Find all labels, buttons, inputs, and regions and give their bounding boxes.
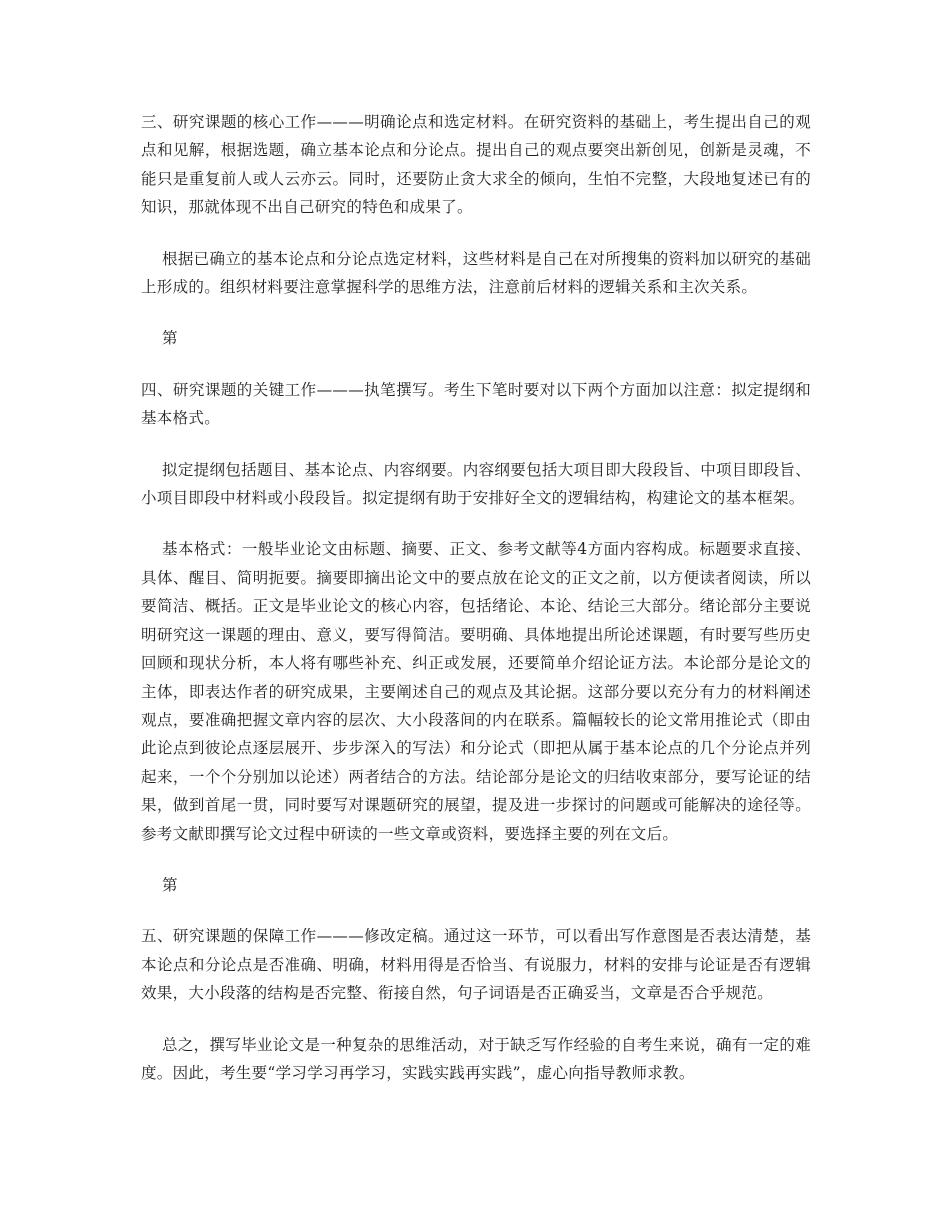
section-three-paragraph: 三、研究课题的核心工作———明确论点和选定材料。在研究资料的基础上，考生提出自己的观点和见解，根据选题，确立基本论点和分论点。提出自己的观点要突出新创见，创新是灵魂，不能只是重复前人或人云亦云。同时，还要防止贪大求全的倾向，生怕不完整，大段地复述已有的知识，那就体现不出自己研究的特色和成果了。 [141,113,811,217]
section-four-paragraph: 四、研究课题的关键工作———执笔撰写。考生下笔时要对以下两个方面加以注意：拟定提纲和基本格式。 [141,380,811,428]
conclusion-paragraph: 总之，撰写毕业论文是一种复杂的思维活动，对于缺乏写作经验的自考生来说，确有一定的难度。因此，考生要“学习学习再学习，实践实践再实践”，虚心向指导教师求教。 [141,1035,811,1082]
section-marker: 第 [162,329,178,348]
outline-paragraph: 拟定提纲包括题目、基本论点、内容纲要。内容纲要包括大项目即大段段旨、中项目即段旨、小项目即段中材料或小段段旨。拟定提纲有助于安排好全文的逻辑结构，构建论文的基本框架。 [141,460,811,508]
material-selection-paragraph: 根据已确立的基本论点和分论点选定材料，这些材料是自己在对所搜集的资料加以研究的基础上形成的。组织材料要注意掌握科学的思维方法，注意前后材料的逻辑关系和主次关系。 [141,249,811,297]
section-five-paragraph: 五、研究课题的保障工作———修改定稿。通过这一环节，可以看出写作意图是否表达清楚，基本论点和分论点是否准确、明确，材料用得是否恰当、有说服力，材料的安排与论证是否有逻辑效果，大小段落的结构是否完整、衔接自然，句子词语是否正确妥当，文章是否合乎规范。 [141,927,811,1003]
section-marker: 第 [162,875,178,894]
basic-format-paragraph: 基本格式：一般毕业论文由标题、摘要、正文、参考文献等4方面内容构成。标题要求直接、具体、醒目、简明扼要。摘要即摘出论文中的要点放在论文的正文之前，以方便读者阅读，所以要简洁、概括。正文是毕业论文的核心内容，包括绪论、本论、结论三大部分。绪论部分主要说明研究这一课题的理由、意义，要写得简洁。要明确、具体地提出所论述课题，有时要写些历史回顾和现状分析，本人将有哪些补充、纠正或发展，还要简单介绍论证方法。本论部分是论文的主体，即表达作者的研究成果，主要阐述自己的观点及其论据。这部分要以充分有力的材料阐述观点，要准确把握文章内容的层次、大小段落间的内在联系。篇幅较长的论文常用推论式（即由此论点到彼论点逐层展开、步步深入的写法）和分论式（即把从属于基本论点的几个分论点并列起来，一个个分别加以论述）两者结合的方法。结论部分是论文的归结收束部分，要写论证的结果，做到首尾一贯，同时要写对课题研究的展望，提及进一步探讨的问题或可能解决的途径等。参考文献即撰写论文过程中研读的一些文章或资料，要选择主要的列在文后。 [141,540,811,843]
document-page [141,108,811,1110]
